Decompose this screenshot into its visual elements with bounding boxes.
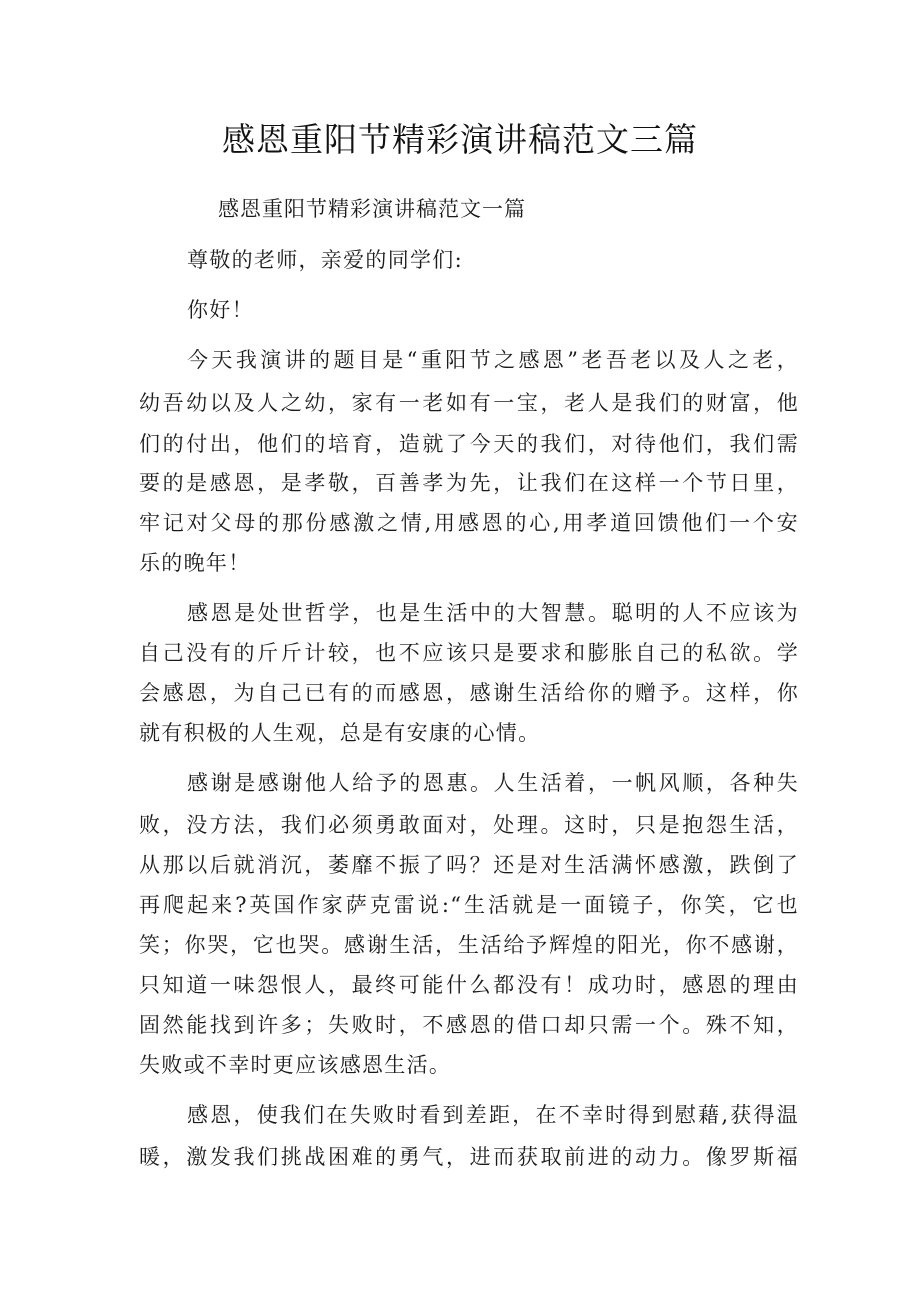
- paragraph-1-line-6: 乐的晚年！: [139, 551, 251, 575]
- paragraph-3-line-5: 笑；你哭，它也哭。感谢生活，生活给予辉煌的阳光，你不感谢，: [139, 933, 799, 957]
- paragraph-3-line-4: 再爬起来?英国作家萨克雷说:“生活就是一面镜子，你笑，它也: [139, 893, 799, 917]
- hello-line: 你好！: [187, 298, 254, 322]
- paragraph-1-line-2: 幼吾幼以及人之幼，家有一老如有一宝，老人是我们的财富，他: [139, 391, 799, 415]
- paragraph-1-line-5: 牢记对父母的那份感激之情,用感恩的心,用孝道回馈他们一个安: [139, 511, 799, 535]
- paragraph-2-line-3: 会感恩，为自己已有的而感恩，感谢生活给你的赠予。这样，你: [139, 681, 799, 705]
- paragraph-1-line-3: 们的付出，他们的培育，造就了今天的我们，对待他们，我们需: [139, 432, 799, 456]
- paragraph-1-line-4: 要的是感恩，是孝敬，百善孝为先，让我们在这样一个节日里，: [139, 471, 799, 495]
- paragraph-4-line-2: 暖，激发我们挑战困难的勇气，进而获取前进的动力。像罗斯福: [139, 1145, 799, 1169]
- paragraph-3-line-7: 固然能找到许多；失败时，不感恩的借口却只需一个。殊不知，: [139, 1013, 799, 1037]
- paragraph-3-line-3: 从那以后就消沉，萎靡不振了吗？还是对生活满怀感激，跌倒了: [139, 853, 799, 877]
- paragraph-3-line-8: 失败或不幸时更应该感恩生活。: [139, 1053, 452, 1077]
- greeting-line: 尊敬的老师，亲爱的同学们:: [187, 248, 463, 272]
- paragraph-3-line-2: 败，没方法，我们必须勇敢面对，处理。这时，只是抱怨生活，: [139, 813, 799, 837]
- section-subtitle: 感恩重阳节精彩演讲稿范文一篇: [218, 197, 526, 221]
- paragraph-3-line-6: 只知道一味怨恨人，最终可能什么都没有！成功时，感恩的理由: [139, 973, 799, 997]
- document-title: 感恩重阳节精彩演讲稿范文三篇: [222, 120, 698, 159]
- paragraph-2-line-4: 就有积极的人生观，总是有安康的心情。: [139, 721, 541, 745]
- paragraph-3-line-1: 感谢是感谢他人给予的恩惠。人生活着，一帆风顺，各种失: [187, 771, 799, 795]
- paragraph-4-line-1: 感恩，使我们在失败时看到差距，在不幸时得到慰藉,获得温: [187, 1103, 799, 1127]
- paragraph-2-line-1: 感恩是处世哲学，也是生活中的大智慧。聪明的人不应该为: [187, 601, 799, 625]
- paragraph-1-line-1: 今天我演讲的题目是“重阳节之感恩”老吾老以及人之老，: [187, 348, 799, 372]
- paragraph-2-line-2: 自己没有的斤斤计较，也不应该只是要求和膨胀自己的私欲。学: [139, 641, 799, 665]
